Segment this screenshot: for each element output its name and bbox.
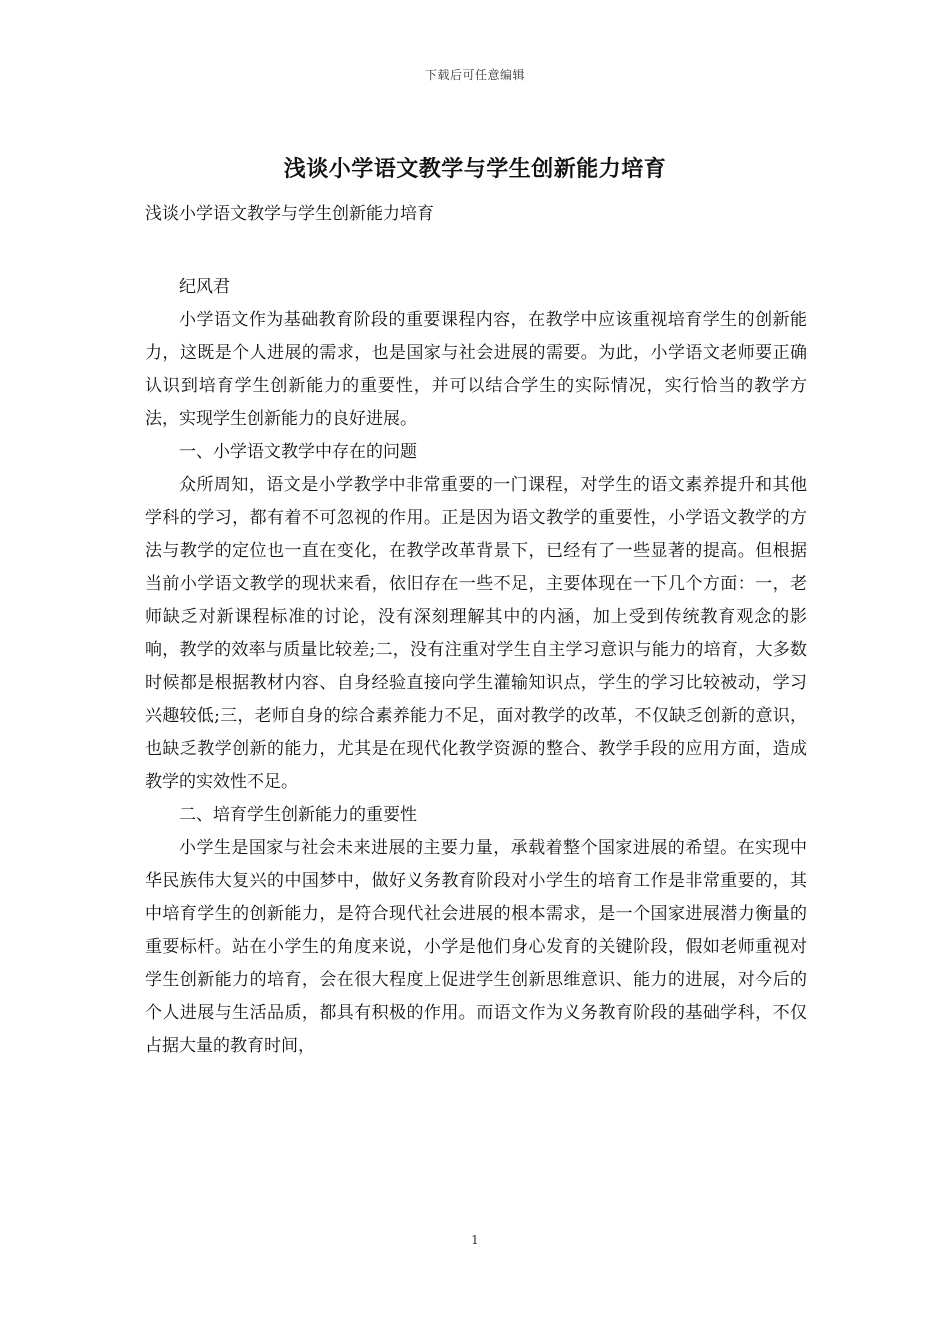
document-subtitle: 浅谈小学语文教学与学生创新能力培育 bbox=[145, 204, 434, 224]
paragraph-importance: 小学生是国家与社会未来进展的主要力量，承载着整个国家进展的希望。在实现中华民族伟大复兴的中国梦中，做好义务教育阶段对小学生的培育工作是非常重要的，其中培育学生的创新能力，是符合现代社会进展的根本需求，是一个国家进展潜力衡量的重要标杆。站在小学生的角度来说，小学是他们身心发育的关键阶段，假如老师重视对学生创新能力的培育，会在很大程度上促进学生创新思维意识、能力的进展，对今后的个人进展与生活品质，都具有积极的作用。而语文作为义务教育阶段的基础学科，不仅占据大量的教育时间， bbox=[145, 838, 807, 1056]
paragraph-problems: 众所周知，语文是小学教学中非常重要的一门课程，对学生的语文素养提升和其他学科的学习，都有着不可忽视的作用。正是因为语文教学的重要性，小学语文教学的方法与教学的定位也一直在变化，在教学改革背景下，已经有了一些显著的提高。但根据当前小学语文教学的现状来看，依旧存在一些不足，主要体现在一下几个方面：一，老师缺乏对新课程标准的讨论，没有深刻理解其中的内涵，加上受到传统教育观念的影响，教学的效率与质量比较差;二，没有注重对学生自主学习意识与能力的培育，大多数时候都是根据教材内容、自身经验直接向学生灌输知识点，学生的学习比较被动，学习兴趣较低;三，老师自身的综合素养能力不足，面对教学的改革，不仅缺乏创新的意识，也缺乏教学创新的能力，尤其是在现代化教学资源的整合、教学手段的应用方面，造成教学的实效性不足。 bbox=[145, 475, 807, 792]
author-name: 纪风君 bbox=[179, 277, 230, 297]
document-body bbox=[145, 198, 807, 1063]
section-heading-2: 二、培育学生创新能力的重要性 bbox=[179, 805, 417, 825]
page-number: 1 bbox=[471, 1233, 479, 1247]
paragraph-intro: 小学语文作为基础教育阶段的重要课程内容，在教学中应该重视培育学生的创新能力，这既是个人进展的需求，也是国家与社会进展的需要。为此，小学语文老师要正确认识到培育学生创新能力的重要性，并可以结合学生的实际情况，实行恰当的教学方法，实现学生创新能力的良好进展。 bbox=[145, 310, 807, 429]
header-note: 下载后可任意编辑 bbox=[424, 68, 525, 82]
document-title: 浅谈小学语文教学与学生创新能力培育 bbox=[283, 156, 667, 182]
blank-line bbox=[145, 231, 807, 271]
section-heading-1: 一、小学语文教学中存在的问题 bbox=[179, 442, 417, 462]
